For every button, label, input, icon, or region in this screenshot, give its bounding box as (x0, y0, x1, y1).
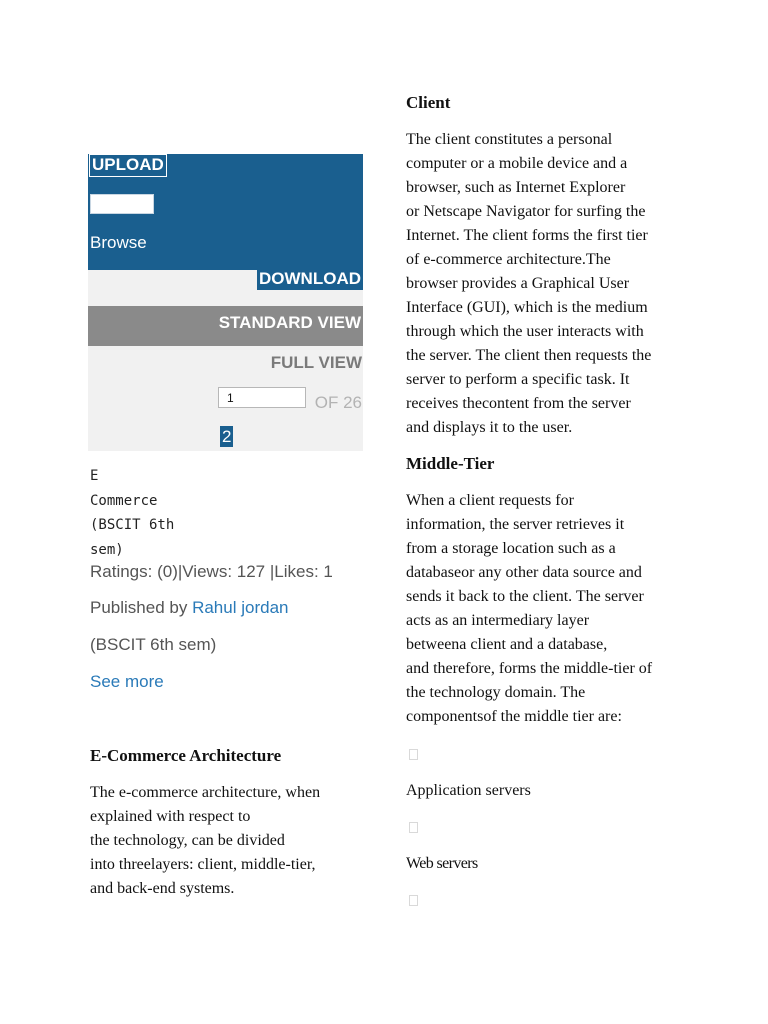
ratings-stats: Ratings: (0)|Views: 127 |Likes: 1 (90, 562, 333, 581)
document-title-line: sem) (90, 541, 124, 558)
missing-glyph-icon (409, 822, 418, 833)
upload-button[interactable]: UPLOAD (89, 154, 167, 177)
paragraph-line: the technology, can be divided (90, 832, 285, 849)
page-number-input[interactable] (218, 387, 306, 408)
see-more-link[interactable]: See more (90, 672, 164, 691)
paragraph-line: and displays it to the user. (406, 419, 573, 436)
document-title-line: E (90, 468, 99, 484)
published-prefix: Published by (90, 598, 193, 617)
paragraph-line: browser, such as Internet Explorer (406, 179, 626, 196)
paragraph-line: Internet. The client forms the first tier (406, 227, 648, 244)
paragraph-line: computer or a mobile device and a (406, 155, 628, 172)
document-title-line: (BSCIT 6th (90, 517, 175, 533)
paragraph-line: or Netscape Navigator for surfing the (406, 203, 646, 220)
page-count-label: OF 26 (314, 393, 362, 412)
paragraph-line: The e-commerce architecture, when (90, 784, 321, 801)
standard-view-button[interactable]: STANDARD VIEW (88, 306, 363, 346)
paragraph-line: server to perform a specific task. It (406, 371, 630, 388)
document-subtitle: (BSCIT 6th sem) (90, 635, 217, 654)
client-paragraph (406, 128, 651, 440)
architecture-heading: E-Commerce Architecture (90, 746, 282, 765)
component-item: Application servers (406, 782, 531, 799)
paragraph-line: componentsof the middle tier are: (406, 708, 622, 725)
middle-tier-heading: Middle-Tier (406, 454, 495, 473)
missing-glyph-icon (409, 749, 418, 760)
paragraph-line: information, the server retrieves it (406, 516, 625, 533)
paragraph-line: When a client requests for (406, 492, 574, 509)
middle-tier-paragraph (406, 489, 652, 729)
author-link[interactable]: Rahul jordan (192, 598, 289, 617)
paragraph-line: into threelayers: client, middle-tier, (90, 856, 316, 873)
paragraph-line: databaseor any other data source and (406, 564, 642, 581)
download-button[interactable]: DOWNLOAD (259, 269, 361, 288)
paragraph-line: sends it back to the client. The server (406, 588, 644, 605)
document-title (90, 464, 200, 562)
paragraph-line: receives thecontent from the server (406, 395, 631, 412)
paragraph-line: of e-commerce architecture.The (406, 251, 611, 268)
paragraph-line: Interface (GUI), which is the medium (406, 299, 648, 316)
file-input[interactable] (90, 194, 154, 214)
paragraph-line: from a storage location such as a (406, 540, 616, 557)
paragraph-line: and back-end systems. (90, 880, 235, 897)
paragraph-line: browser provides a Graphical User (406, 275, 630, 292)
paragraph-line: acts as an intermediary layer (406, 612, 590, 629)
client-heading: Client (406, 93, 451, 112)
architecture-paragraph (90, 781, 320, 901)
paragraph-line: explained with respect to (90, 808, 251, 825)
full-view-button[interactable]: FULL VIEW (270, 353, 362, 372)
paragraph-line: the technology domain. The (406, 684, 586, 701)
missing-glyph-icon (409, 895, 418, 906)
published-by (90, 597, 288, 619)
browse-label[interactable]: Browse (90, 233, 147, 252)
component-item: Web servers (406, 855, 478, 872)
paragraph-line: betweena client and a database, (406, 636, 608, 653)
paragraph-line: the server. The client then requests the (406, 347, 652, 364)
paragraph-line: through which the user interacts with (406, 323, 644, 340)
document-title-line: Commerce (90, 492, 158, 509)
page-badge[interactable]: 2 (222, 427, 232, 446)
paragraph-line: and therefore, forms the middle-tier of (406, 660, 653, 677)
paragraph-line: The client constitutes a personal (406, 131, 613, 148)
